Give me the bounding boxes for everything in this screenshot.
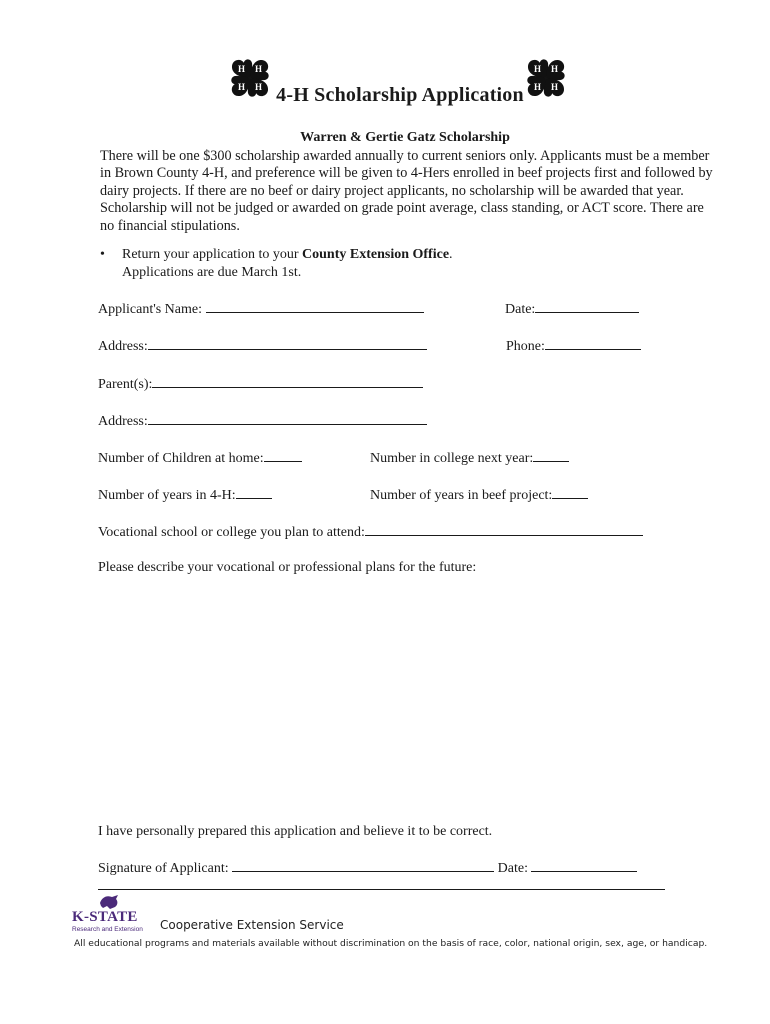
parents-label: Parent(s):	[98, 377, 153, 392]
signature-date-blank[interactable]	[531, 857, 637, 872]
college-next-year-label: Number in college next year:	[370, 451, 534, 466]
kstate-subtitle: Research and Extension	[72, 926, 143, 933]
children-at-home-field[interactable]	[98, 447, 302, 465]
children-at-home-blank[interactable]	[264, 447, 302, 462]
certification-text: I have personally prepared this application and believe it to be correct.	[98, 824, 493, 839]
footer-divider	[98, 889, 665, 890]
scholarship-name: Warren & Gertie Gatz Scholarship	[300, 130, 510, 145]
kstate-logo	[72, 893, 152, 937]
parent-address-field[interactable]	[98, 410, 427, 428]
years-in-4h-blank[interactable]	[236, 484, 272, 499]
certification-statement	[98, 823, 492, 841]
svg-text:H: H	[534, 64, 542, 74]
children-at-home-label: Number of Children at home:	[98, 451, 264, 466]
future-plans-label: Please describe your vocational or professional plans for the future:	[98, 560, 477, 575]
svg-text:H: H	[238, 64, 246, 74]
years-beef-project-blank[interactable]	[552, 484, 588, 499]
date-blank[interactable]	[535, 298, 639, 313]
future-plans-prompt	[98, 559, 476, 577]
date-label: Date:	[505, 302, 536, 317]
school-plan-label: Vocational school or college you plan to attend:	[98, 525, 365, 540]
intro-paragraph: There will be one $300 scholarship awarded annually to current seniors only. Applicants must be a member in Brown County 4-H, and preference will be given to 4-Hers enrolled in beef projects first and followed by dairy projects. If there are no beef or dairy project applicants, no scholarship will be awarded that year. Scholarship will not be judged or awarded on grade point average, class standing, or ACT score. There are no financial stipulations.	[100, 148, 713, 234]
svg-text:H: H	[534, 82, 542, 92]
parents-blank[interactable]	[152, 373, 423, 388]
svg-text:H: H	[255, 64, 263, 74]
college-next-year-field[interactable]	[370, 447, 569, 465]
signature-label: Signature of Applicant:	[98, 861, 229, 876]
school-plan-blank[interactable]	[365, 521, 643, 536]
years-beef-project-field[interactable]	[370, 484, 588, 502]
bullet-marker: •	[100, 247, 105, 262]
kstate-wordmark: K-STATE	[72, 909, 138, 925]
applicant-name-blank[interactable]	[206, 298, 424, 313]
college-next-year-blank[interactable]	[533, 447, 569, 462]
phone-field[interactable]	[506, 335, 641, 353]
svg-text:H: H	[551, 82, 559, 92]
phone-label: Phone:	[506, 339, 545, 354]
signature-field[interactable]	[98, 857, 637, 875]
parent-address-blank[interactable]	[148, 410, 427, 425]
signature-date-label: Date:	[497, 861, 528, 876]
signature-blank[interactable]	[232, 857, 494, 872]
parent-address-label: Address:	[98, 414, 148, 429]
phone-blank[interactable]	[545, 335, 641, 350]
svg-text:H: H	[255, 82, 263, 92]
years-beef-project-label: Number of years in beef project:	[370, 488, 553, 503]
address-label: Address:	[98, 339, 148, 354]
parents-field[interactable]	[98, 373, 423, 391]
address-field[interactable]	[98, 335, 427, 353]
years-in-4h-field[interactable]	[98, 484, 272, 502]
cooperative-extension-label: Cooperative Extension Service	[160, 918, 344, 932]
due-date-text: Applications are due March 1st.	[122, 264, 302, 280]
svg-text:H: H	[238, 82, 246, 92]
date-field[interactable]	[505, 298, 639, 316]
school-plan-field[interactable]	[98, 521, 643, 539]
instruction-text: Return your application to your	[122, 247, 303, 262]
instruction-suffix: .	[449, 247, 453, 262]
applicant-name-field[interactable]	[98, 298, 424, 316]
svg-text:H: H	[551, 64, 559, 74]
address-blank[interactable]	[148, 335, 427, 350]
future-plans-answer-area[interactable]	[98, 582, 668, 812]
applicant-name-label: Applicant's Name:	[98, 302, 202, 317]
years-in-4h-label: Number of years in 4-H:	[98, 488, 236, 503]
county-office-label: County Extension Office	[302, 247, 450, 262]
nondiscrimination-statement: All educational programs and materials available without discrimination on the basis of race, color, national origin, sex, age, or handicap.	[74, 938, 708, 949]
page-title: 4-H Scholarship Application	[276, 84, 524, 106]
